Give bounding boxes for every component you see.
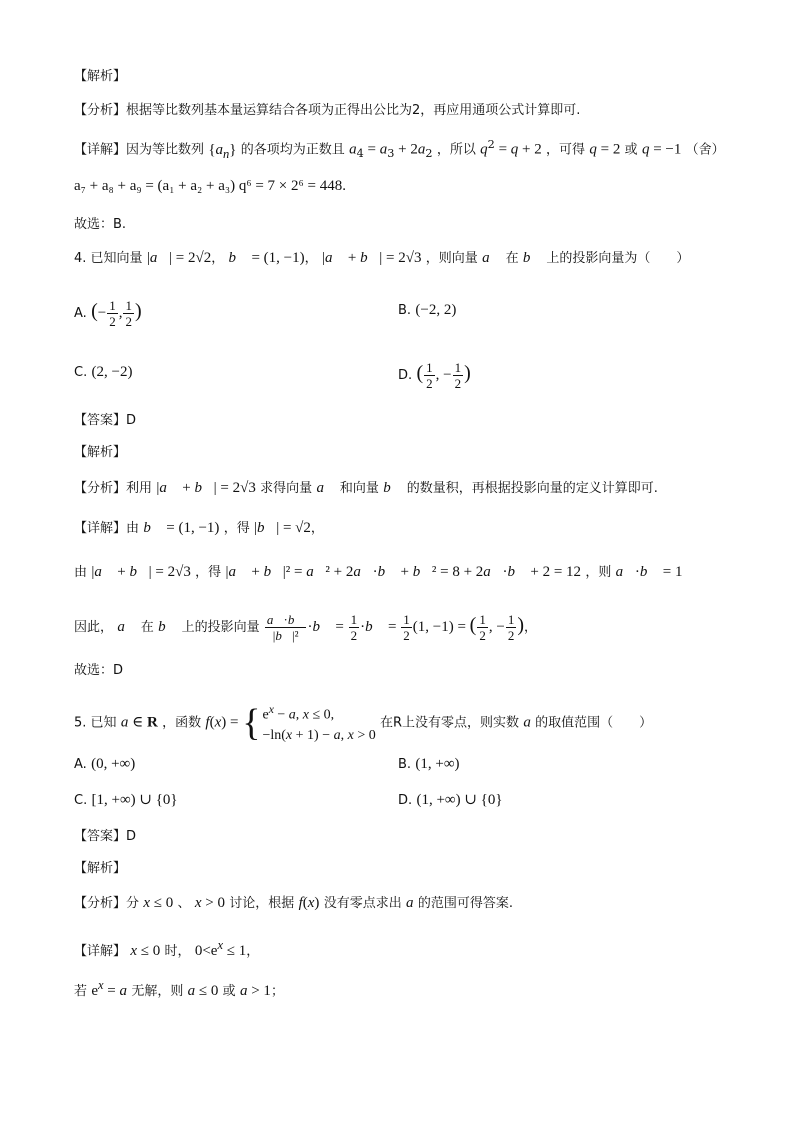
q5-stem: 5. 已知 a ∈ R ，函数 f(x) = { $e^x - a$, x ≤ 0, −ln(x + 1) − a, x > 0 在R上没有零点，则实数 a 的取值范围（ ） [74,701,653,744]
q3-equation: a₇ + a₈ + a₉ = (a₁ + a₂ + a₃) q⁶ = 7 × 2⁶ = 448. [74,178,346,194]
q4-fenxi: 【分析】利用 |a⃗ + b⃗| = 2√3 求得向量 a⃗ 和向量 b⃗ 的数量积，再根据投影向量的定义计算即可. [74,480,658,496]
q5-fenxi: 【分析】分 x ≤ 0 、 x > 0 讨论，根据 f(x) 没有零点求出 a 的范围可得答案. [74,895,513,911]
q3-fenxi: 【分析】根据等比数列基本量运算结合各项为正得出公比为2，再应用通项公式计算即可. [74,103,581,118]
q5-jiexi: 【解析】 [74,861,127,876]
q5-option-d: D. (1, +∞) ∪ {0} [398,792,503,808]
q3-answer-select: 故选：B. [74,217,127,232]
q5-xiangjie-line2: 若 $e^x = a$ 无解，则 a ≤ 0 或 a > 1； [74,978,284,999]
q5-option-c: C. [1, +∞) ∪ {0} [74,792,178,808]
q4-option-d: D. ( $\frac{1}{2}$ , − $\frac{1}{2}$ ) [398,360,471,391]
q3-jiexi: 【解析】 [74,69,127,84]
q4-option-c: C. (2, −2) [74,364,133,380]
q4-xiangjie: 【详解】由 b⃗ = (1, −1) ，得 |b⃗| = √2， [74,520,324,536]
q4-answer: 【答案】D [74,413,137,428]
q4-answer-select: 故选：D [74,663,124,678]
q4-xiangjie-line3: 因此， a⃗ 在 b⃗ 上的投影向量 $\frac{a⃗\cdot b⃗}{\text{|b⃗|²}}$ ·b⃗ = $\frac{1}{2}$ ·b⃗ = $\frac{1}{2}$ (1, −1) = ( $\frac{1}{2}$ , − $\frac{1}{2}$ )， [74,612,537,643]
q4-option-a: A. (− $\frac{1}{2}$ , $\frac{1}{2}$ ) [74,298,142,329]
q5-answer: 【答案】D [74,829,137,844]
q5-option-a: A. (0, +∞) [74,756,136,772]
q5-option-b: B. (1, +∞) [398,756,460,772]
q4-xiangjie-line2: 由 |a⃗ + b⃗| = 2√3 ，得 |a⃗ + b⃗|² = a⃗² + 2a⃗·b⃗ + b⃗² = 8 + 2a⃗·b⃗ + 2 = 12 ，则 a⃗·b⃗ = 1 [74,564,683,580]
q4-jiexi: 【解析】 [74,445,127,460]
q4-option-b: B. (−2, 2) [398,302,457,318]
q5-xiangjie: 【详解】 x ≤ 0 时， $0<e^x \le 1$， [74,938,260,959]
q3-xiangjie: 【详解】因为等比数列 $\{a_n\}$ 的各项均为正数且 $a_4 = a_3 + 2a_2$ ，所以 $q^2 = q + 2$ ，可得 q = 2 或 q = −1 （舍） [74,138,725,161]
q4-stem: 4. 已知向量 |a⃗| = 2√2， b⃗ = (1, −1)， |a⃗ + b⃗| = 2√3 ，则向量 a⃗ 在 b⃗ 上的投影向量为（ ） [74,250,690,266]
